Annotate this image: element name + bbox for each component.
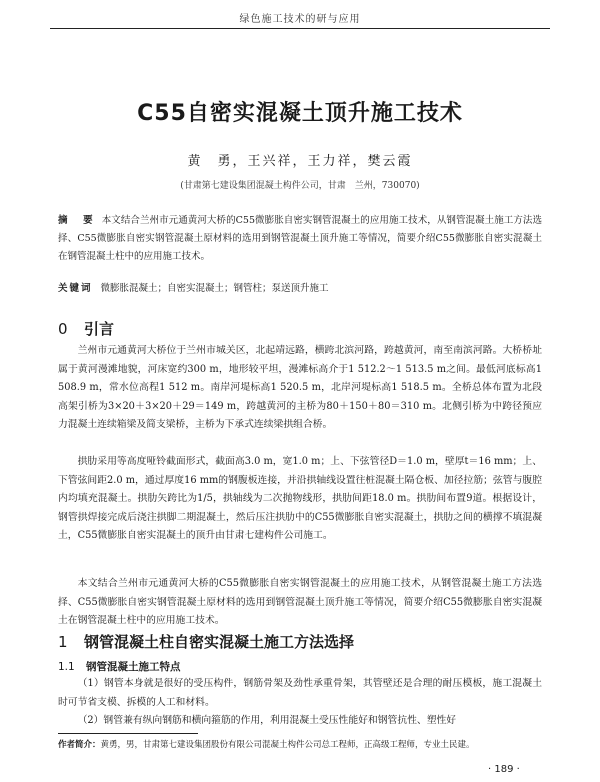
- footnote-rule: [58, 733, 198, 734]
- author-footnote: [58, 738, 542, 752]
- footnote-text: 黄勇，男，甘肃第七建设集团股份有限公司混凝土构件公司总工程师，正高级工程师，专业土民建。: [100, 740, 475, 750]
- intro-paragraph-3: 本文结合兰州市元通黄河大桥的C55微膨胀自密实钢管混凝土的应用施工技术，从钢管混凝土施工方法选择、C55微膨胀自密实钢管混凝土原材料的选用到钢管混凝土顶升施工等情况，简要介绍C55微膨胀自密实混凝土在钢管混凝土柱中的应用施工技术。: [58, 578, 542, 626]
- intro-paragraph-2: 拱肋采用等高度哑铃截面形式，截面高3.0 m，宽1.0 m；上、下弦管径D＝1.0 m，壁厚t＝16 mm；上、下管弦间距2.0 m，通过厚度16 mm的钢腹板连接，并沿拱轴线设置往桩混凝土隔仓板、加径拉筋；弦管与腹腔内均填充混凝土。拱肋矢跨比为1/5，拱轴线为二次抛物线形，拱肋间距18.0 m。拱肋间布置9道。根据设计，钢管拱焊接完成后浇注拱脚二期混凝土，然后压注拱肋中的C55微膨胀自密实混凝土，拱肋之间的横撑不填混凝土，C55微膨胀自密实混凝土的顶升由甘肃七建构件公司施工。: [58, 456, 542, 541]
- subsection-paragraph-2: （2）钢管兼有纵向钢筋和横向箍筋的作用，利用混凝土受压性能好和钢管抗性、塑性好: [77, 715, 457, 726]
- abstract: [58, 212, 542, 266]
- section-number: 0: [58, 320, 68, 338]
- intro-paragraph-1: 兰州市元通黄河大桥位于兰州市城关区，北起靖远路，横跨北滨河路，跨越黄河，南至南滨河路。大桥桥址属于黄河漫滩地貌，河床宽约300 m，地形较平坦，漫滩标高介于1 512.2～1 513.5 m之间。最低河底标高1 508.9 m，常水位高程1 512 m。南岸河堤标高1 520.5 m，北岸河堤标高1 518.5 m。全桥总体布置为北段高架引桥为3×20＋3×20＋29＝149 m，跨越黄河的主桥为80＋150＋80＝310 m。北侧引桥为中跨径预应力混凝土连续箱梁及简支梁桥，主桥为下承式连续梁拱组合桥。: [58, 345, 542, 430]
- subsection-paragraph-1: （1）钢管本身就是很好的受压构件，钢筋骨架及劲性承重骨架，其管壁还是合理的耐压模板，施工混凝土时可节省支模、拆模的人工和材料。: [58, 678, 542, 708]
- paper-title: C55自密实混凝土顶升施工技术: [137, 101, 463, 126]
- keywords-label: 关键词: [58, 283, 93, 294]
- abstract-label: 摘 要: [58, 215, 96, 226]
- keywords: [58, 280, 542, 298]
- subsection-number: 1.1: [58, 661, 75, 673]
- abstract-text: 本文结合兰州市元通黄河大桥的C55微膨胀自密实钢管混凝土的应用施工技术，从钢管混凝土施工方法选择、C55微膨胀自密实钢管混凝土原材料的选用到钢管混凝土顶升施工等情况，简要介绍C55微膨胀自密实混凝土在钢管混凝土柱中的应用施工技术。: [58, 215, 542, 262]
- section-heading-intro: [58, 318, 114, 339]
- section-title: 钢管混凝土柱自密实混凝土施工方法选择: [84, 633, 355, 651]
- affiliation: (甘肃第七建设集团混凝土构件公司，甘肃 兰州，730070): [180, 181, 420, 191]
- authors: 黄 勇，王兴祥，王力祥，樊云霞: [187, 154, 413, 169]
- subsection-heading-1-1: [58, 659, 181, 674]
- running-head: 绿色施工技术的研与应用: [239, 14, 361, 25]
- section-number: 1: [58, 633, 68, 651]
- subsection-title: 钢管混凝土施工特点: [86, 661, 181, 673]
- page-number: · 189 ·: [488, 764, 520, 775]
- section-title: 引言: [84, 320, 115, 338]
- keywords-text: 微膨胀混凝土；自密实混凝土；钢管柱；泵送顶升施工: [100, 283, 329, 294]
- section-heading-1: [58, 631, 354, 652]
- footnote-label: 作者简介：: [58, 740, 101, 750]
- header-rule: [50, 28, 550, 29]
